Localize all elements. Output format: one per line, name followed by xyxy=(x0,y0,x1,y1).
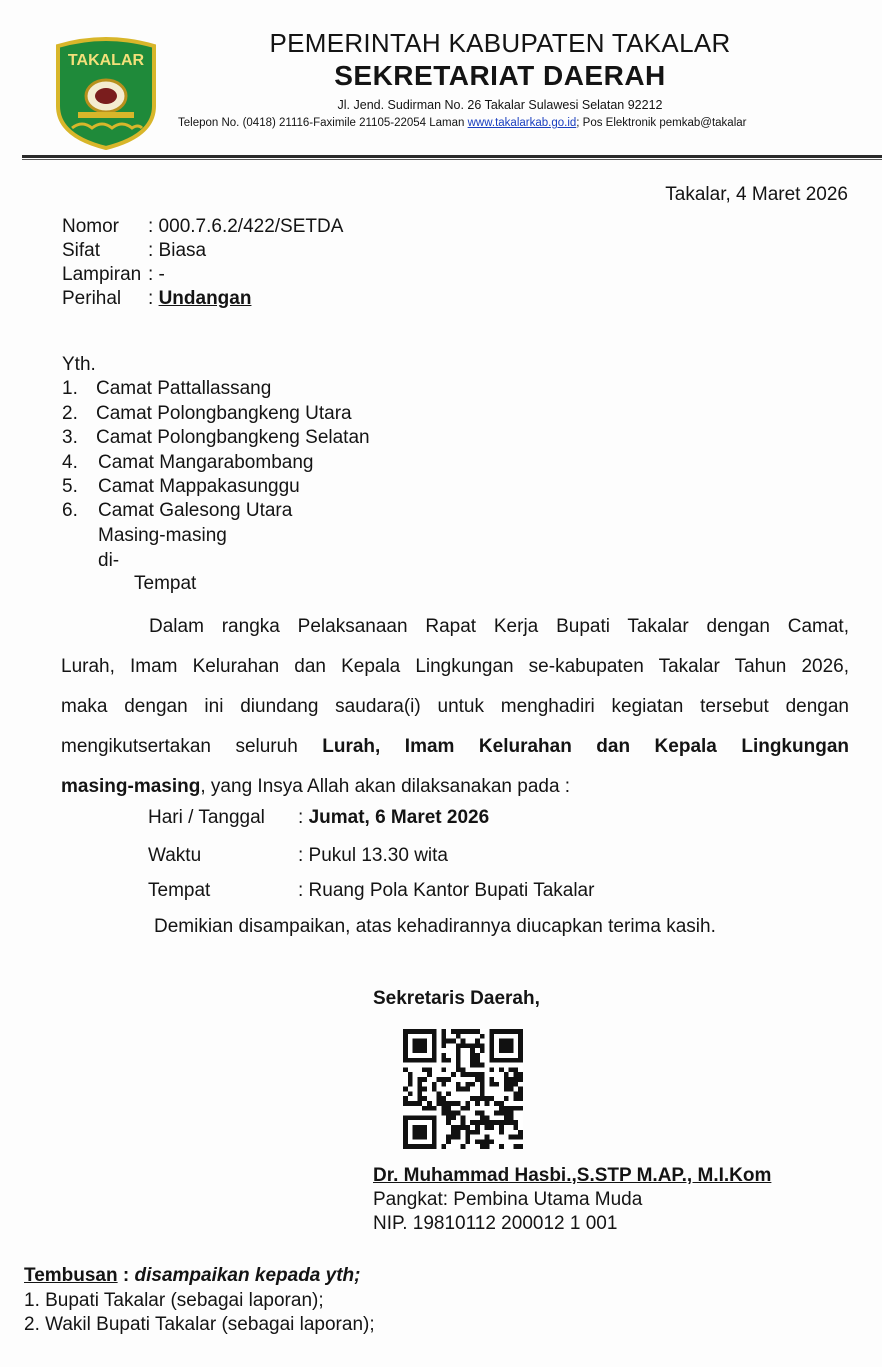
recipient-number: 2. xyxy=(62,403,78,424)
body-line-plain: mengikutsertakan seluruh xyxy=(61,736,323,757)
letterhead-divider xyxy=(22,155,882,158)
office-address: Jl. Jend. Sudirman No. 26 Takalar Sulawesi Selatan 92212 xyxy=(337,98,663,112)
recipient-number: 5. xyxy=(62,476,78,497)
svg-text:TAKALAR: TAKALAR xyxy=(67,52,145,69)
recipient-item: Camat Pattallassang xyxy=(96,378,272,399)
body-line xyxy=(61,727,849,767)
waktu-label: Waktu xyxy=(148,845,202,866)
takalar-emblem-logo xyxy=(52,32,160,150)
tembusan-colon: : xyxy=(117,1265,135,1286)
tempat-label: Tempat xyxy=(148,880,211,901)
signatory-title: Sekretaris Daerah, xyxy=(373,988,540,1009)
office-contact xyxy=(178,117,746,129)
body-line: Dalam rangka Pelaksanaan Rapat Kerja Bupati Takalar dengan Camat, xyxy=(149,616,849,637)
tembusan-item: 2. Wakil Bupati Takalar (sebagai laporan); xyxy=(24,1314,375,1335)
closing-text: Demikian disampaikan, atas kehadirannya diucapkan terima kasih. xyxy=(154,916,716,937)
letterhead-divider-thin xyxy=(22,159,882,160)
recipient-number: 4. xyxy=(62,452,78,473)
website-link[interactable]: www.takalarkab.go.id xyxy=(467,117,577,129)
recipient-masing: Masing-masing xyxy=(98,525,227,546)
nomor-value: : 000.7.6.2/422/SETDA xyxy=(148,216,344,237)
tembusan-intro: disampaikan kepada yth; xyxy=(134,1265,361,1286)
office-name: SEKRETARIAT DAERAH xyxy=(334,60,666,91)
signatory-rank: Pangkat: Pembina Utama Muda xyxy=(373,1189,643,1210)
perihal-value xyxy=(148,288,251,310)
body-line: maka dengan ini diundang saudara(i) untuk menghadiri kegiatan tersebut dengan xyxy=(61,696,849,717)
hari-colon: : xyxy=(298,807,309,828)
contact-prefix: Telepon No. (0418) 21116-Faximile 21105-22054 Laman xyxy=(178,117,465,129)
body-line-plain: , yang Insya Allah akan dilaksanakan pada : xyxy=(200,776,571,797)
perihal-label: Perihal xyxy=(62,288,122,309)
recipient-number: 3. xyxy=(62,427,78,448)
body-paragraph xyxy=(61,607,849,807)
lampiran-value: : - xyxy=(148,264,165,285)
recipient-item: Camat Galesong Utara xyxy=(98,500,293,521)
contact-suffix: ; Pos Elektronik pemkab@takalar xyxy=(576,117,747,129)
hari-date: Jumat, 6 Maret 2026 xyxy=(308,807,490,828)
perihal-colon: : xyxy=(148,288,159,309)
waktu-value: : Pukul 13.30 wita xyxy=(298,845,448,866)
tempat-value: : Ruang Pola Kantor Bupati Takalar xyxy=(298,880,595,901)
tembusan-item: 1. Bupati Takalar (sebagai laporan); xyxy=(24,1290,324,1311)
body-line: Lurah, Imam Kelurahan dan Kepala Lingkungan se-kabupaten Takalar Tahun 2026, xyxy=(61,656,849,677)
salutation: Yth. xyxy=(62,354,96,375)
recipient-item: Camat Polongbangkeng Utara xyxy=(96,403,352,424)
lampiran-label: Lampiran xyxy=(62,264,142,285)
sifat-value: : Biasa xyxy=(148,240,207,261)
hari-label: Hari / Tanggal xyxy=(148,807,265,828)
recipient-item: Camat Mappakasunggu xyxy=(98,476,300,497)
body-line xyxy=(61,767,849,807)
letter-date: Takalar, 4 Maret 2026 xyxy=(665,184,848,205)
recipient-tempat: Tempat xyxy=(134,573,197,594)
recipient-number: 1. xyxy=(62,378,78,399)
recipient-item: Camat Polongbangkeng Selatan xyxy=(96,427,370,448)
nomor-label: Nomor xyxy=(62,216,120,237)
signatory-nip: NIP. 19810112 200012 1 001 xyxy=(373,1213,618,1234)
hari-value xyxy=(298,807,489,829)
government-name: PEMERINTAH KABUPATEN TAKALAR xyxy=(269,28,731,58)
body-line-bold: masing-masing xyxy=(61,776,201,797)
recipient-number: 6. xyxy=(62,500,78,521)
tembusan-heading xyxy=(24,1265,360,1287)
signature-qr-code xyxy=(403,1029,523,1149)
sifat-label: Sifat xyxy=(62,240,101,261)
perihal-subject: Undangan xyxy=(158,288,252,309)
signatory-name: Dr. Muhammad Hasbi.,S.STP M.AP., M.I.Kom xyxy=(373,1165,772,1186)
body-line-bold: Lurah, Imam Kelurahan dan Kepala Lingkungan xyxy=(322,736,849,757)
tembusan-label: Tembusan xyxy=(24,1265,118,1286)
recipient-item: Camat Mangarabombang xyxy=(98,452,314,473)
recipient-di: di- xyxy=(98,550,120,571)
